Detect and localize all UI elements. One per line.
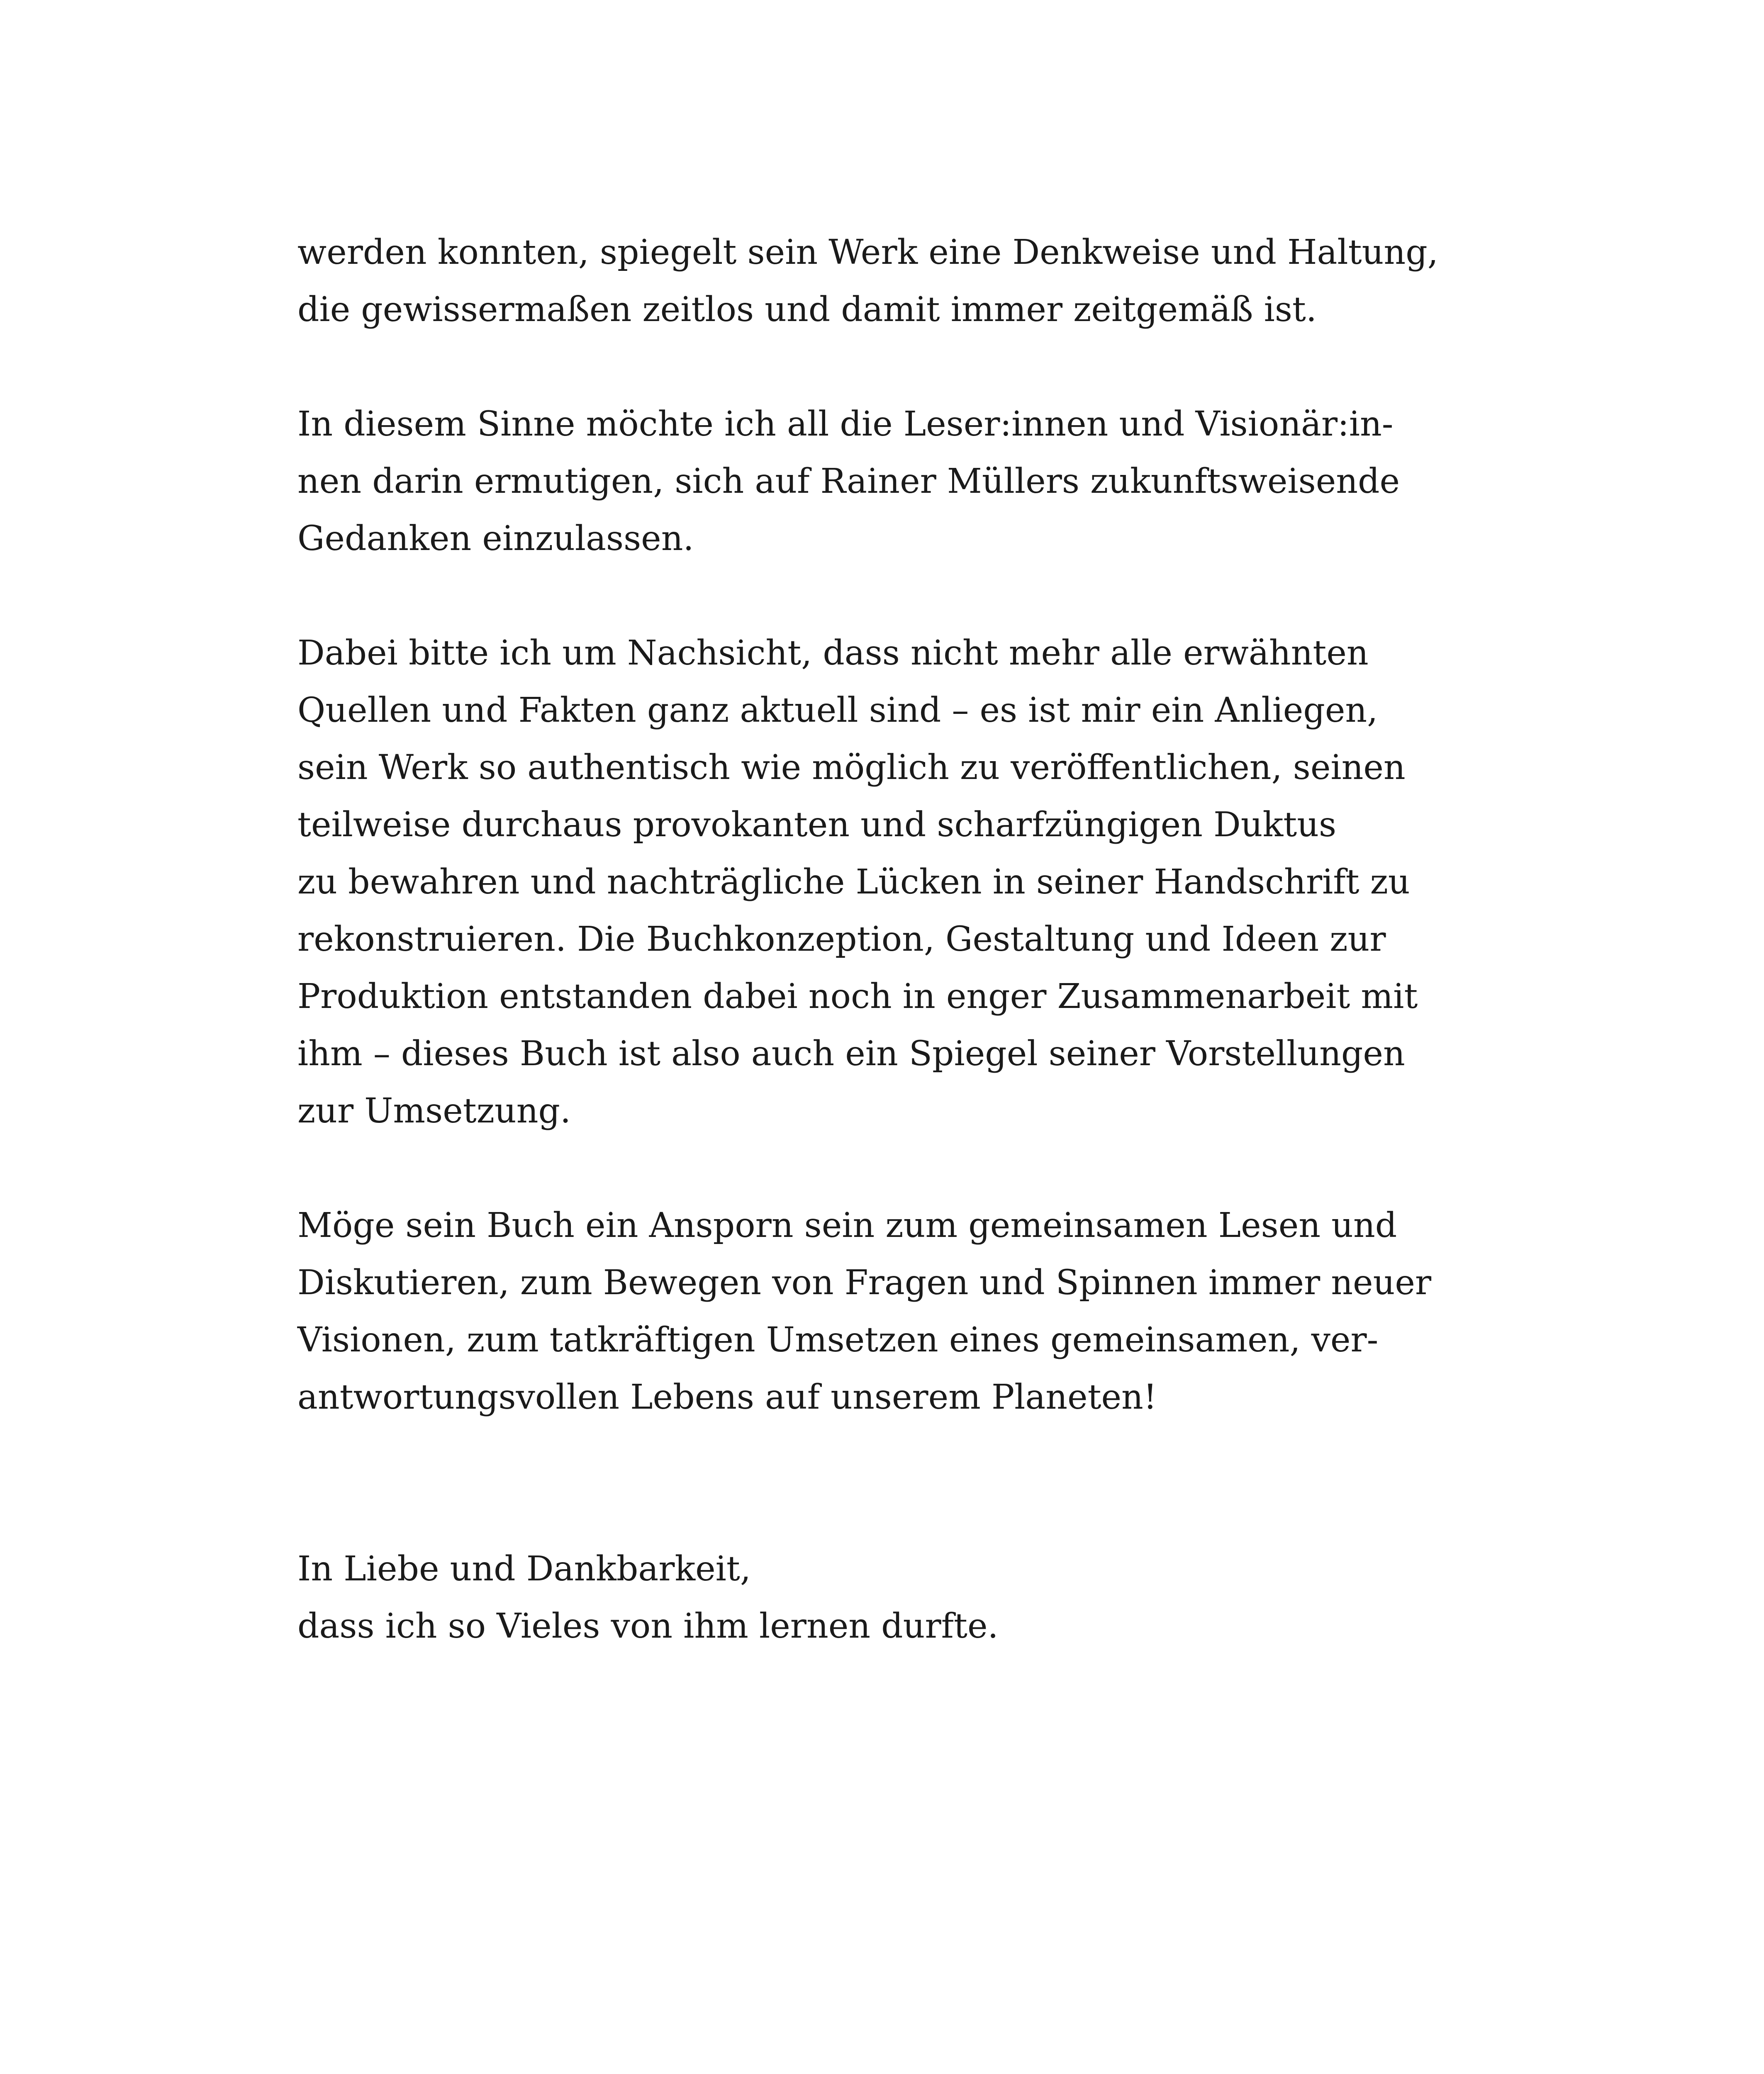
- body-text: [297, 224, 1467, 1712]
- text-line: Diskutieren, zum Bewegen von Fragen und Spinnen immer neuer: [297, 1263, 1432, 1302]
- paragraph-1: [297, 224, 1467, 338]
- text-line: rekonstruieren. Die Buchkonzeption, Gestaltung und Ideen zur: [297, 920, 1386, 959]
- text-line: Gedanken einzulassen.: [297, 519, 694, 558]
- paragraph-2: [297, 396, 1467, 567]
- text-line: antwortungsvollen Lebens auf unserem Planeten!: [297, 1378, 1157, 1417]
- text-line: ihm – dieses Buch ist also auch ein Spiegel seiner Vorstellungen: [297, 1034, 1405, 1074]
- text-line: zu bewahren und nachträgliche Lücken in seiner Handschrift zu: [297, 862, 1410, 902]
- closing-paragraph: [297, 1541, 1467, 1655]
- text-line: Dabei bitte ich um Nachsicht, dass nicht mehr alle erwähnten: [297, 633, 1369, 673]
- paragraph-3: [297, 625, 1467, 1140]
- text-line: In Liebe und Dankbarkeit,: [297, 1549, 751, 1589]
- text-line: nen darin ermutigen, sich auf Rainer Müllers zukunftsweisende: [297, 462, 1400, 501]
- text-line: Produktion entstanden dabei noch in enger Zusammenarbeit mit: [297, 977, 1418, 1016]
- text-line: sein Werk so authentisch wie möglich zu veröffentlichen, seinen: [297, 748, 1406, 787]
- text-line: Quellen und Fakten ganz aktuell sind – es ist mir ein Anliegen,: [297, 691, 1378, 730]
- text-line: Visionen, zum tatkräftigen Umsetzen eines gemeinsamen, ver-: [297, 1320, 1379, 1360]
- text-line: zur Umsetzung.: [297, 1091, 571, 1131]
- text-line: teilweise durchaus provokanten und scharfzüngigen Duktus: [297, 805, 1337, 845]
- text-line: werden konnten, spiegelt sein Werk eine Denkweise und Haltung,: [297, 233, 1438, 272]
- text-line: Möge sein Buch ein Ansporn sein zum gemeinsamen Lesen und: [297, 1206, 1397, 1245]
- text-line: die gewissermaßen zeitlos und damit immer zeitgemäß ist.: [297, 290, 1317, 329]
- paragraph-4: [297, 1197, 1467, 1426]
- text-line: dass ich so Vieles von ihm lernen durfte.: [297, 1607, 999, 1646]
- text-line: In diesem Sinne möchte ich all die Leser:innen und Visionär:in-: [297, 404, 1394, 444]
